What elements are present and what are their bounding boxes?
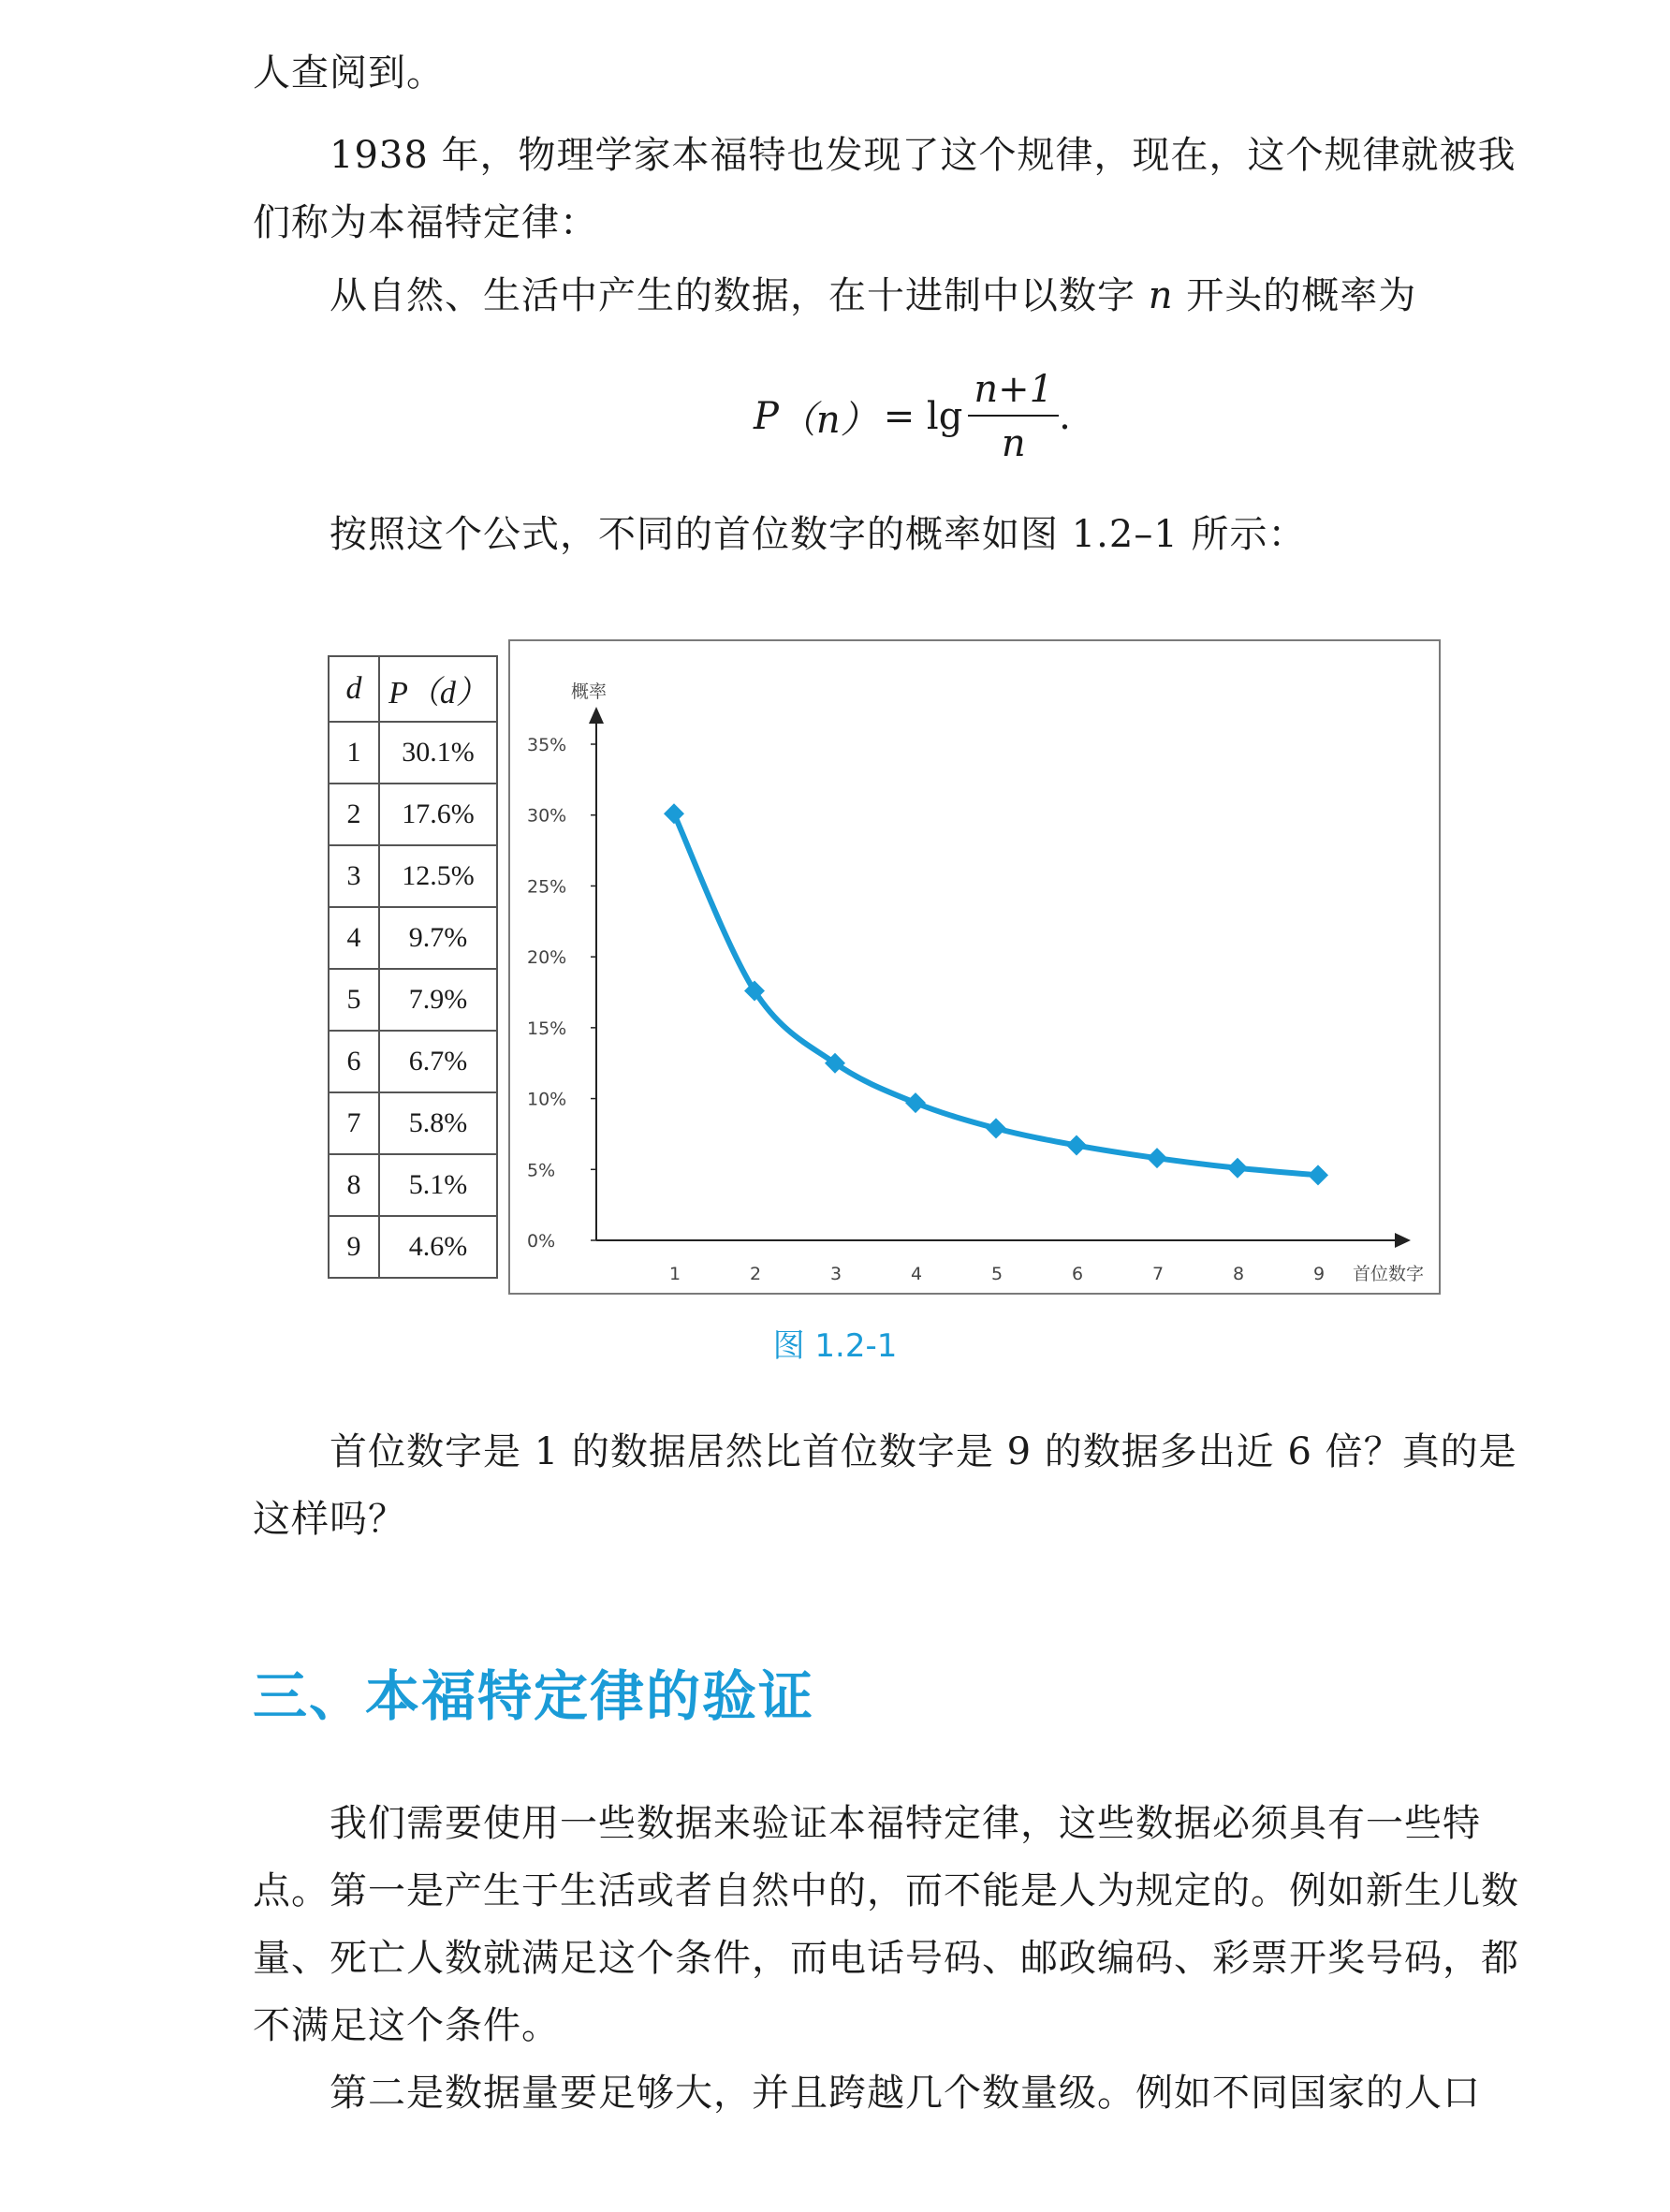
header-d: d <box>329 656 379 722</box>
paragraph-continued: 人查阅到。 <box>253 51 445 95</box>
table-row <box>329 907 497 969</box>
data-point <box>664 803 684 824</box>
table-cell-digit: 8 <box>329 1154 379 1216</box>
y-tick-label: 20% <box>527 947 567 969</box>
intro-variable: n <box>1148 274 1174 317</box>
formula-arg: （n） <box>778 398 878 442</box>
header-pd: P（d） <box>379 656 497 722</box>
formula-p: P <box>754 395 779 438</box>
table-cell-probability: 30.1% <box>379 722 497 784</box>
y-axis-arrow <box>589 707 604 724</box>
table-cell-digit: 4 <box>329 907 379 969</box>
table-row <box>329 845 497 907</box>
formula-equals-lg: = lg <box>883 395 963 438</box>
table-cell-probability: 17.6% <box>379 784 497 845</box>
table-cell-digit: 6 <box>329 1031 379 1092</box>
table-cell-probability: 4.6% <box>379 1216 497 1278</box>
table-cell-digit: 9 <box>329 1216 379 1278</box>
x-tick-label: 9 <box>1313 1264 1326 1284</box>
data-point <box>1147 1148 1167 1168</box>
table-cell-digit: 7 <box>329 1092 379 1154</box>
data-point <box>1308 1165 1328 1185</box>
table-cell-digit: 3 <box>329 845 379 907</box>
benford-line-chart <box>508 639 1441 1295</box>
table-cell-digit: 5 <box>329 969 379 1031</box>
paragraph-figure-intro: 按照这个公式，不同的首位数字的概率如图 1.2–1 所示： <box>330 513 1307 556</box>
x-tick-label: 4 <box>911 1264 923 1284</box>
y-tick-label: 35% <box>527 735 567 755</box>
paragraph-benford-discovery: 1938 年，物理学家本福特也发现了这个规律，现在，这个规律就被我们称为本福特定律： <box>253 134 1516 244</box>
paragraph-question: 首位数字是 1 的数据居然比首位数字是 9 的数据多出近 6 倍？真的是这样吗？ <box>253 1430 1517 1541</box>
x-tick-label: 6 <box>1072 1264 1084 1284</box>
data-point <box>986 1118 1006 1138</box>
section-heading: 三、本福特定律的验证 <box>253 1664 815 1728</box>
x-tick-label: 7 <box>1152 1264 1165 1284</box>
table-cell-digit: 2 <box>329 784 379 845</box>
x-axis-arrow <box>1395 1233 1411 1248</box>
y-tick-label: 0% <box>527 1231 556 1252</box>
formula-denominator: n <box>1001 422 1026 465</box>
y-tick-label: 15% <box>527 1018 567 1039</box>
data-point <box>905 1092 926 1113</box>
table-cell-probability: 9.7% <box>379 907 497 969</box>
paragraph-probability-intro <box>253 262 1526 330</box>
x-tick-label: 2 <box>750 1264 762 1284</box>
x-axis-label: 首位数字 <box>1353 1264 1425 1284</box>
table-header-row <box>329 656 497 722</box>
data-point <box>1066 1135 1087 1156</box>
table-cell-digit: 1 <box>329 722 379 784</box>
table-row <box>329 969 497 1031</box>
probability-table <box>328 655 498 1279</box>
paragraph-second-requirement: 第二是数据量要足够大，并且跨越几个数量级。例如不同国家的人口 <box>330 2072 1481 2115</box>
paragraph-first-requirement: 第一是产生于生活或者自然中的，而不能是人为规定的。例如新生儿数量、死亡人数就满足这个条件，而电话号码、邮政编码、彩票开奖号码，都不满足这个条件。 <box>253 1869 1519 2047</box>
intro-text-after: 开头的概率为 <box>1173 274 1417 317</box>
table-row <box>329 1092 497 1154</box>
x-tick-label: 1 <box>669 1264 681 1284</box>
table-row <box>329 1216 497 1278</box>
table-row <box>329 784 497 845</box>
y-tick-label: 25% <box>527 876 567 898</box>
table-cell-probability: 6.7% <box>379 1031 497 1092</box>
x-tick-label: 5 <box>991 1264 1003 1284</box>
data-point <box>1227 1158 1248 1179</box>
y-tick-label: 30% <box>527 805 567 827</box>
intro-text-before: 从自然、生活中产生的数据，在十进制中以数字 <box>330 274 1149 317</box>
formula-fraction <box>968 368 1059 465</box>
table-row <box>329 722 497 784</box>
figure-caption: 图 1.2-1 <box>772 1327 898 1365</box>
y-tick-label: 10% <box>527 1089 567 1110</box>
table-cell-probability: 12.5% <box>379 845 497 907</box>
benford-formula <box>754 365 1071 468</box>
table-cell-probability: 7.9% <box>379 969 497 1031</box>
y-tick-label: 5% <box>527 1160 556 1181</box>
x-tick-label: 3 <box>830 1264 842 1284</box>
formula-numerator: n+1 <box>968 368 1059 417</box>
table-row <box>329 1031 497 1092</box>
table-cell-probability: 5.8% <box>379 1092 497 1154</box>
x-tick-label: 8 <box>1233 1264 1245 1284</box>
formula-period: . <box>1059 395 1071 438</box>
paragraph-data-requirements: 我们需要使用一些数据来验证本福特定律，这些数据必须具有一些特点。 <box>253 1802 1481 1912</box>
y-axis-label: 概率 <box>571 681 608 702</box>
table-cell-probability: 5.1% <box>379 1154 497 1216</box>
table-row <box>329 1154 497 1216</box>
chart-svg <box>510 641 1443 1296</box>
